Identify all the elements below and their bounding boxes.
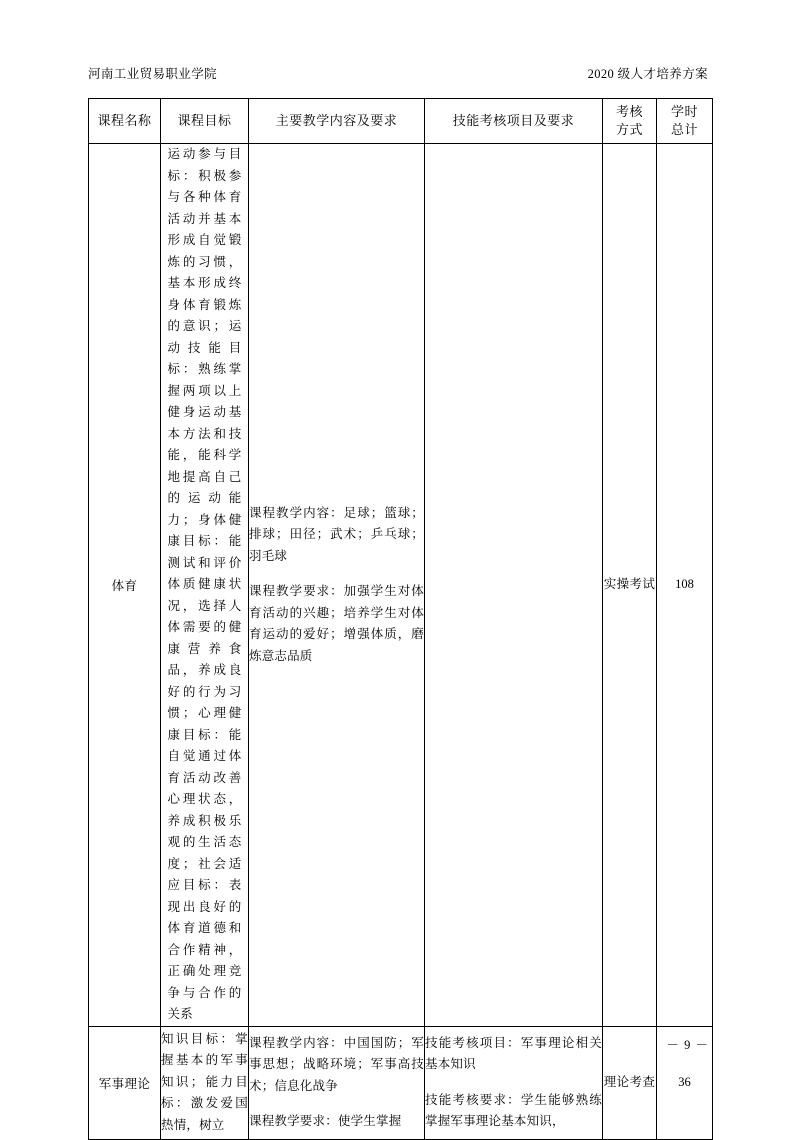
teaching-content-paragraph-2: 课程教学要求：加强学生对体育活动的兴趣；培养学生对体育运动的爱好；增强体质，磨炼意志品质: [249, 584, 424, 663]
table-row: [89, 144, 713, 1027]
page-header: [88, 64, 708, 82]
column-header-total-hours-line2: 总计: [670, 122, 698, 137]
curriculum-table: [88, 98, 713, 1140]
header-institution: 河南工业贸易职业学院: [88, 67, 218, 81]
cell-total-hours: 108: [657, 144, 713, 1027]
column-header-course-goal: 课程目标: [161, 99, 249, 144]
cell-teaching-content: [249, 144, 425, 1027]
cell-skill-assessment: [425, 1026, 603, 1139]
cell-assessment-method: 实操考试: [603, 144, 657, 1027]
cell-course-goal: [161, 144, 249, 1027]
skill-assessment-paragraph-2: 技能考核要求：学生能够熟练掌握军事理论基本知识，: [425, 1092, 602, 1128]
cell-course-name: 体育: [89, 144, 161, 1027]
cell-course-name: 军事理论: [89, 1026, 161, 1139]
table-header-row: [89, 99, 713, 144]
page-number: － 9 －: [666, 1038, 709, 1052]
column-header-assessment-method: [603, 99, 657, 144]
cell-total-hours: 36: [657, 1026, 713, 1139]
column-header-assessment-method-line2: 方式: [615, 122, 643, 137]
skill-assessment-paragraph-1: 技能考核项目：军事理论相关基本知识: [425, 1035, 602, 1071]
teaching-content-paragraph-2: 课程教学要求：使学生掌握: [249, 1114, 402, 1128]
cell-teaching-content: [249, 1026, 425, 1139]
header-document-title: 2020 级人才培养方案: [587, 67, 708, 81]
cell-course-goal-text: 知识目标：掌握基本的军事知识；能力目标：激发爱国热情，树立: [161, 1031, 248, 1132]
column-header-course-name: 课程名称: [89, 99, 161, 144]
column-header-teaching-content: 主要教学内容及要求: [249, 99, 425, 144]
column-header-total-hours: [657, 99, 713, 144]
cell-course-goal-text: 运动参与目标：积极参与各种体育活动并基本形成自觉锻炼的习惯，基本形成终身体育锻炼的意识；运动技能目标：熟练掌握两项以上健身运动基本方法和技能，能科学地提高自己的运动能力；身体健康目标：能测试和评价体质健康状况，选择人体需要的健康营养食品，养成良好的行为习惯；心理健康目标：能自觉通过体育活动改善心理状态，养成积极乐观的生活态度；社会适应目标：表现出良好的体育道德和合作精神，正确处理竞争与合作的关系: [167, 147, 242, 1021]
column-header-skill-assessment: 技能考核项目及要求: [425, 99, 603, 144]
cell-assessment-method: 理论考查: [603, 1026, 657, 1139]
cell-skill-assessment: [425, 144, 603, 1027]
column-header-assessment-method-line1: 考核: [615, 104, 643, 120]
column-header-total-hours-line1: 学时: [670, 104, 698, 120]
table-row: [89, 1026, 713, 1139]
teaching-content-paragraph-1: 课程教学内容：足球；篮球；排球；田径；武术；乒乓球；羽毛球: [249, 505, 424, 563]
cell-course-goal: [161, 1026, 249, 1139]
teaching-content-paragraph-1: 课程教学内容：中国国防；军事思想；战略环境；军事高技术；信息化战争: [249, 1035, 424, 1093]
